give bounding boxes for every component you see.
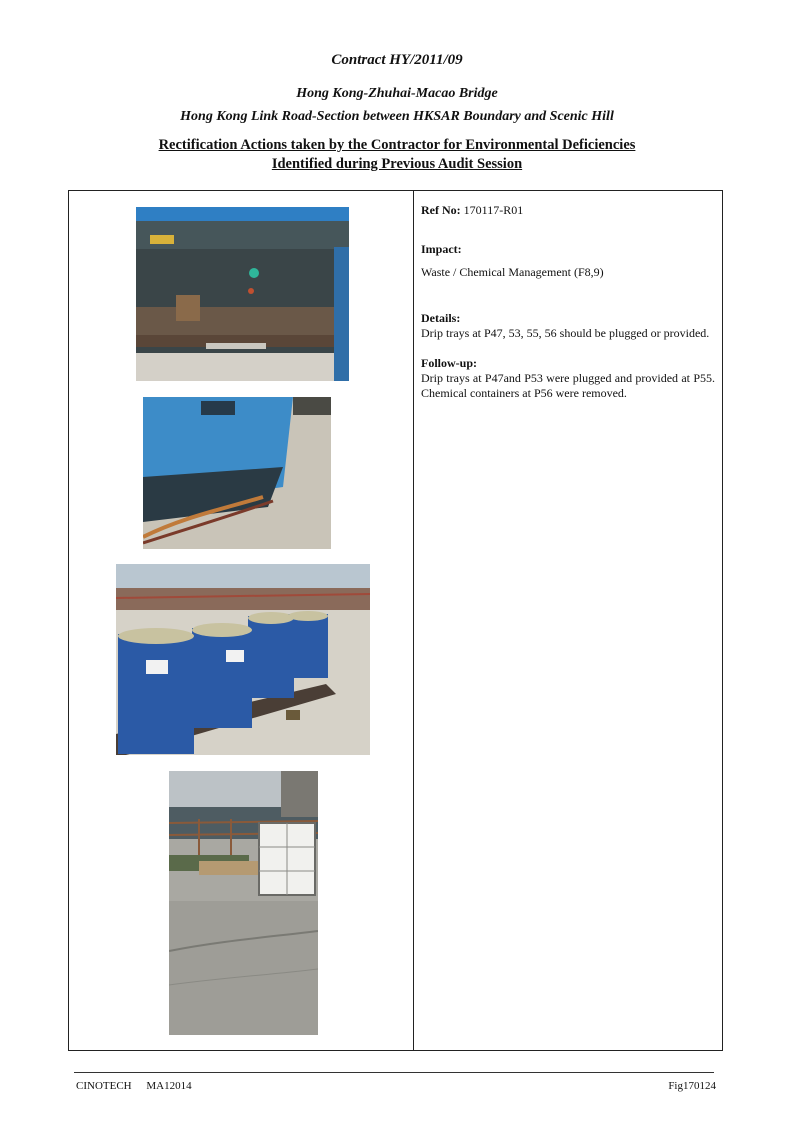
ref-no-value: 170117-R01 <box>463 203 524 217</box>
followup-value: Drip trays at P47and P53 were plugged and provided at P55. Chemical containers at P56 were removed. <box>421 371 715 400</box>
photo-generator-drip-tray <box>136 207 349 381</box>
footer-divider <box>74 1072 714 1073</box>
project-title-line2: Hong Kong Link Road-Section between HKSAR Boundary and Scenic Hill <box>180 109 614 124</box>
project-title-line1: Hong Kong-Zhuhai-Macao Bridge <box>296 86 498 101</box>
photo-chemical-drums <box>116 564 370 755</box>
impact-value: Waste / Chemical Management (F8,9) <box>421 265 604 279</box>
ref-no-label: Ref No: <box>421 203 461 217</box>
section-title-line1: Rectification Actions taken by the Contractor for Environmental Deficiencies <box>158 137 636 153</box>
footer-figure-number: Fig170124 <box>668 1080 716 1092</box>
section-title-line2: Identified during Previous Audit Session <box>271 156 523 172</box>
details-value: Drip trays at P47, 53, 55, 56 should be plugged or provided. <box>421 326 710 340</box>
photo-equipment-hoses <box>143 397 331 549</box>
footer-company: CINOTECH <box>76 1080 132 1092</box>
photo-ibc-tank-deck <box>169 771 318 1035</box>
impact-label: Impact: <box>421 242 462 256</box>
followup-label: Follow-up: <box>421 356 478 370</box>
details-label: Details: <box>421 311 461 325</box>
contract-number: Contract HY/2011/09 <box>331 52 463 68</box>
record-details-panel <box>421 203 715 401</box>
footer-doc-code: MA12014 <box>146 1080 192 1092</box>
footer-left <box>76 1080 204 1092</box>
table-column-divider <box>413 190 414 1051</box>
